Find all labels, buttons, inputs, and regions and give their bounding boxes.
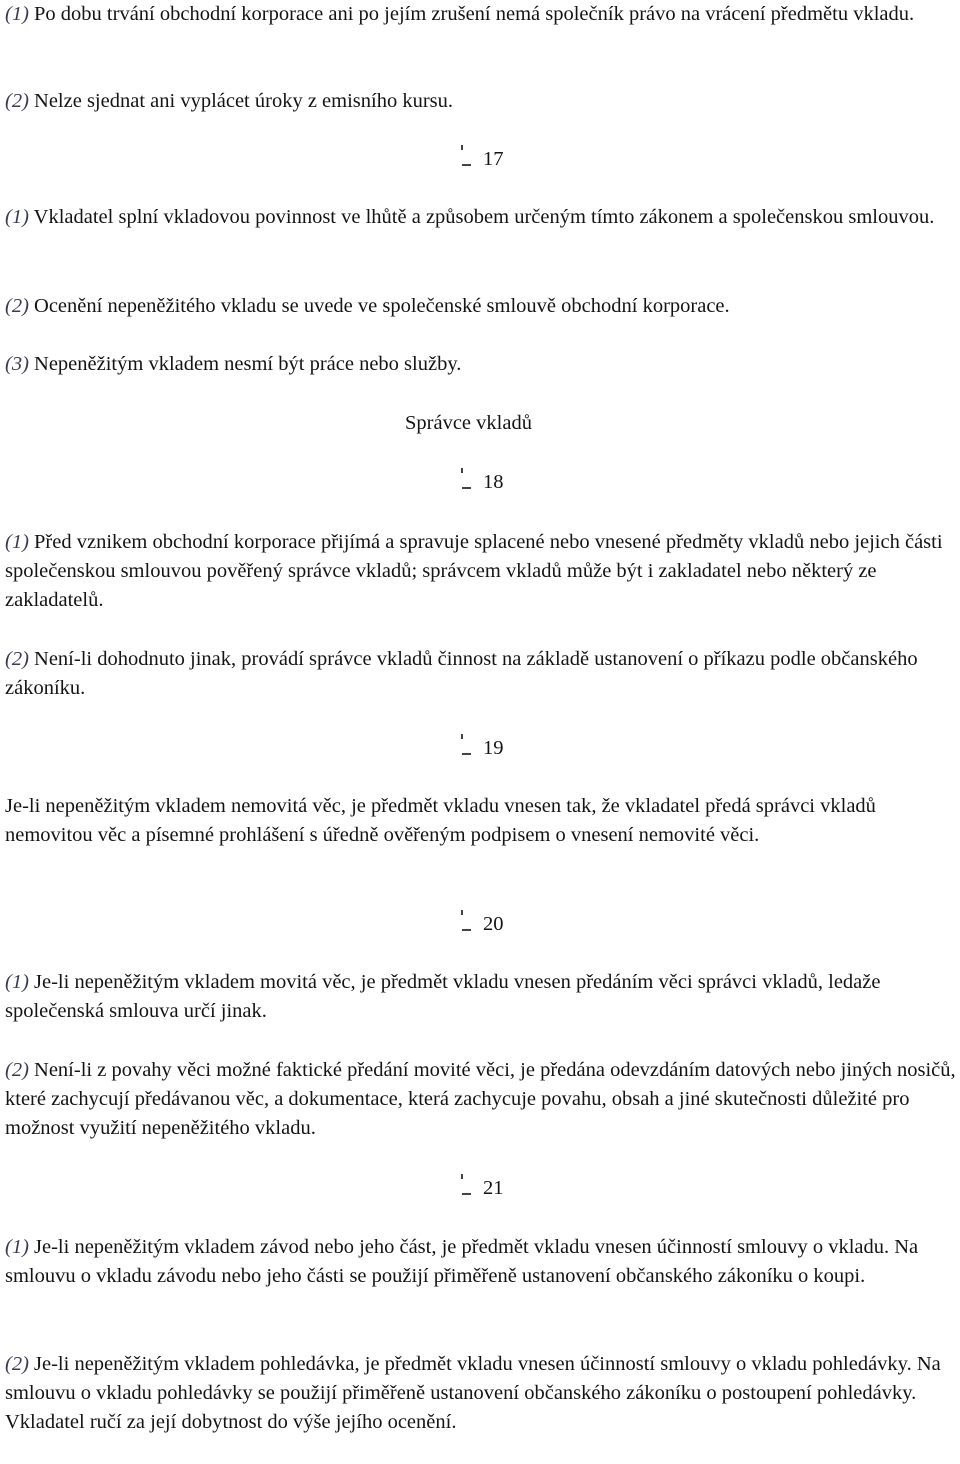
paragraph-text: Před vznikem obchodní korporace přijímá a spravuje splacené nebo vnesené předměty vkladů nebo jejich části společenskou smlouvou pověřený správce vkladů; správcem vkladů může být i zakladatel nebo některý ze zakladatelů. [5, 531, 943, 611]
paragraph-number: (2) [5, 1059, 29, 1081]
section-number: 18 [483, 471, 504, 493]
section-number-17 [461, 145, 504, 174]
paragraph-text: Po dobu trvání obchodní korporace ani po jejím zrušení nemá společník právo na vrácení předmětu vkladu. [28, 3, 915, 25]
paragraph-number: (2) [5, 295, 29, 317]
paragraph-20-2 [5, 1056, 957, 1143]
paragraph-number: (1) [5, 3, 29, 25]
section-number: 20 [483, 913, 504, 935]
paragraph-19 [5, 792, 957, 850]
paragraph-number: (2) [5, 648, 29, 670]
paragraph-text: Ocenění nepeněžitého vkladu se uvede ve společenské smlouvě obchodní korporace. [28, 295, 730, 317]
section-number-20 [461, 910, 504, 939]
paragraph-text: Nelze sjednat ani vyplácet úroky z emisního kursu. [28, 90, 454, 112]
section-number: 21 [483, 1177, 504, 1199]
paragraph-number: (1) [5, 1236, 29, 1258]
paragraph-17-2 [5, 292, 957, 321]
paragraph-17-1 [5, 203, 957, 232]
paragraph-20-1 [5, 968, 957, 1026]
paragraph-number: (3) [5, 353, 29, 375]
paragraph-18-2 [5, 645, 957, 703]
section-sign-icon [461, 910, 472, 932]
section-sign-icon [461, 734, 472, 756]
paragraph-17-3 [5, 350, 957, 379]
section-number-18 [461, 468, 504, 497]
section-number-19 [461, 734, 504, 763]
section-sign-icon [461, 1174, 472, 1196]
paragraph-number: (2) [5, 1353, 29, 1375]
paragraph-text: Je-li nepeněžitým vkladem závod nebo jeho část, je předmět vkladu vnesen účinností smlouvy o vkladu. Na smlouvu o vkladu závodu nebo jeho části se použijí přiměřeně ustanovení občanského zákoníku o koupi. [5, 1236, 919, 1287]
paragraph-text: Nepeněžitým vkladem nesmí být práce nebo služby. [28, 353, 462, 375]
section-sign-icon [461, 468, 472, 490]
paragraph-21-1 [5, 1233, 957, 1291]
paragraph-number: (1) [5, 206, 29, 228]
paragraph-text: Je-li nepeněžitým vkladem nemovitá věc, je předmět vkladu vnesen tak, že vkladatel předá správci vkladů nemovitou věc a písemné prohlášení s úředně ověřeným podpisem o vnesení nemovité věci. [5, 795, 876, 846]
paragraph-text: Není-li z povahy věci možné faktické předání movité věci, je předána odevzdáním datových nebo jiných nosičů, které zachycují předávanou věc, a dokumentace, která zachycuje povahu, obsah a jiné skutečnosti důležité pro možnost využití nepeněžitého vkladu. [5, 1059, 956, 1139]
paragraph-18-1 [5, 528, 957, 615]
section-number-21 [461, 1174, 504, 1203]
paragraph-21-2 [5, 1350, 957, 1437]
paragraph-text: Je-li nepeněžitým vkladem movitá věc, je předmět vkladu vnesen předáním věci správci vkladů, ledaže společenská smlouva určí jinak. [5, 971, 881, 1022]
paragraph-16-1 [5, 0, 957, 29]
section-number: 17 [483, 148, 504, 170]
section-sign-icon [461, 145, 472, 167]
paragraph-number: (1) [5, 531, 29, 553]
paragraph-16-2 [5, 87, 957, 116]
paragraph-number: (1) [5, 971, 29, 993]
paragraph-text: Vkladatel splní vkladovou povinnost ve lhůtě a způsobem určeným tímto zákonem a společenskou smlouvou. [28, 206, 935, 228]
paragraph-text: Není-li dohodnuto jinak, provádí správce vkladů činnost na základě ustanovení o příkazu podle občanského zákoníku. [5, 648, 918, 699]
paragraph-text: Je-li nepeněžitým vkladem pohledávka, je předmět vkladu vnesen účinností smlouvy o vkladu pohledávky. Na smlouvu o vkladu pohledávky se použijí přiměřeně ustanovení občanského zákoníku o postoupení pohledávky. Vkladatel ručí za její dobytnost do výše jejího ocenění. [5, 1353, 941, 1433]
section-number: 19 [483, 737, 504, 759]
paragraph-number: (2) [5, 90, 29, 112]
section-heading: Správce vkladů [405, 412, 532, 434]
